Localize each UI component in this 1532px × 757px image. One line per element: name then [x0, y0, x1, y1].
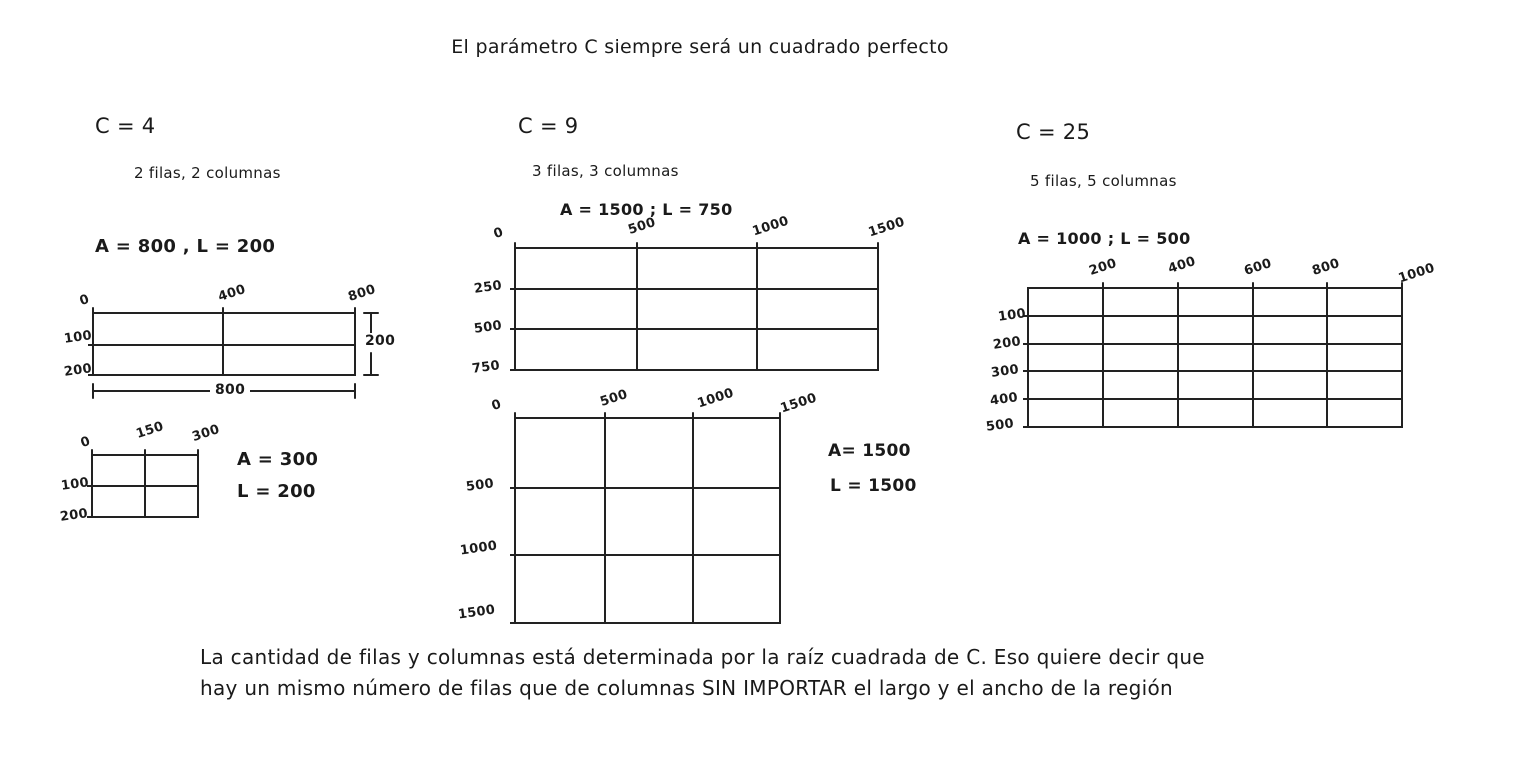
footer-note-line2: hay un mismo número de filas que de columnas SIN IMPORTAR el largo y el ancho de la región [200, 676, 1173, 700]
c4-small-area-label: A = 300 [237, 449, 319, 470]
c25-ytick-500: 500 [985, 416, 1015, 435]
c4-small-xtick-150: 150 [134, 419, 166, 442]
c9-top-grid [510, 240, 890, 376]
c25-rows-cols-label: 5 filas, 5 columnas [1030, 172, 1177, 190]
c9-bottom-xtick-1500: 1500 [778, 390, 819, 417]
c9-bottom-grid [510, 410, 795, 629]
c4-small-ytick-100: 100 [60, 475, 90, 494]
c9-top-xtick-0: 0 [491, 224, 506, 243]
c4-small-grid [87, 448, 207, 522]
c25-xtick-1000: 1000 [1396, 260, 1437, 287]
c9-bottom-ytick-1500: 1500 [457, 602, 497, 623]
c25-grid [1023, 280, 1418, 433]
c9-bottom-ytick-500: 500 [465, 476, 495, 495]
c4-main-ytick-200: 200 [63, 361, 93, 380]
c25-xtick-600: 600 [1242, 256, 1274, 279]
page-title: El parámetro C siempre será un cuadrado perfecto [451, 36, 949, 58]
c9-dimensions-label: A = 1500 ; L = 750 [560, 200, 733, 219]
c9-bottom-length-label: L = 1500 [830, 476, 917, 496]
c4-rows-cols-label: 2 filas, 2 columnas [134, 164, 281, 182]
c4-heading: C = 4 [95, 114, 156, 138]
c4-small-xtick-300: 300 [190, 422, 222, 445]
c9-top-ytick-250: 250 [473, 278, 503, 297]
c9-heading: C = 9 [518, 114, 579, 138]
c9-bottom-xtick-1000: 1000 [695, 385, 736, 412]
c25-heading: C = 25 [1016, 120, 1091, 144]
c4-dimensions-label: A = 800 , L = 200 [95, 236, 276, 257]
c4-small-ytick-200: 200 [59, 506, 89, 525]
c4-main-xtick-400: 400 [216, 282, 248, 305]
c9-top-xtick-1500: 1500 [866, 214, 907, 241]
c9-top-xtick-1000: 1000 [750, 213, 791, 240]
c25-xtick-800: 800 [1310, 256, 1342, 279]
c4-height-dimension: 200 [360, 333, 400, 349]
c9-bottom-ytick-1000: 1000 [459, 538, 499, 559]
c4-width-dimension: 800 [210, 382, 250, 398]
c4-main-xtick-800: 800 [346, 282, 378, 305]
c4-main-xtick-0: 0 [77, 291, 92, 310]
c9-top-xtick-500: 500 [626, 215, 658, 238]
c25-ytick-400: 400 [989, 390, 1019, 409]
c4-small-length-label: L = 200 [237, 481, 316, 502]
c25-ytick-300: 300 [990, 362, 1020, 381]
c4-main-ytick-100: 100 [63, 328, 93, 347]
c25-xtick-200: 200 [1087, 256, 1119, 279]
footer-note-line1: La cantidad de filas y columnas está determinada por la raíz cuadrada de C. Eso quiere decir que [200, 645, 1205, 669]
c9-rows-cols-label: 3 filas, 3 columnas [532, 162, 679, 180]
c9-bottom-xtick-0: 0 [489, 396, 504, 415]
c25-ytick-200: 200 [992, 334, 1022, 353]
c4-small-xtick-0: 0 [78, 433, 93, 452]
c9-bottom-area-label: A= 1500 [828, 441, 911, 461]
c9-top-ytick-750: 750 [471, 358, 501, 377]
c25-xtick-400: 400 [1166, 254, 1198, 277]
c9-bottom-xtick-500: 500 [598, 387, 630, 410]
c25-ytick-100: 100 [997, 306, 1027, 325]
c25-dimensions-label: A = 1000 ; L = 500 [1018, 229, 1191, 248]
c9-top-ytick-500: 500 [473, 318, 503, 337]
